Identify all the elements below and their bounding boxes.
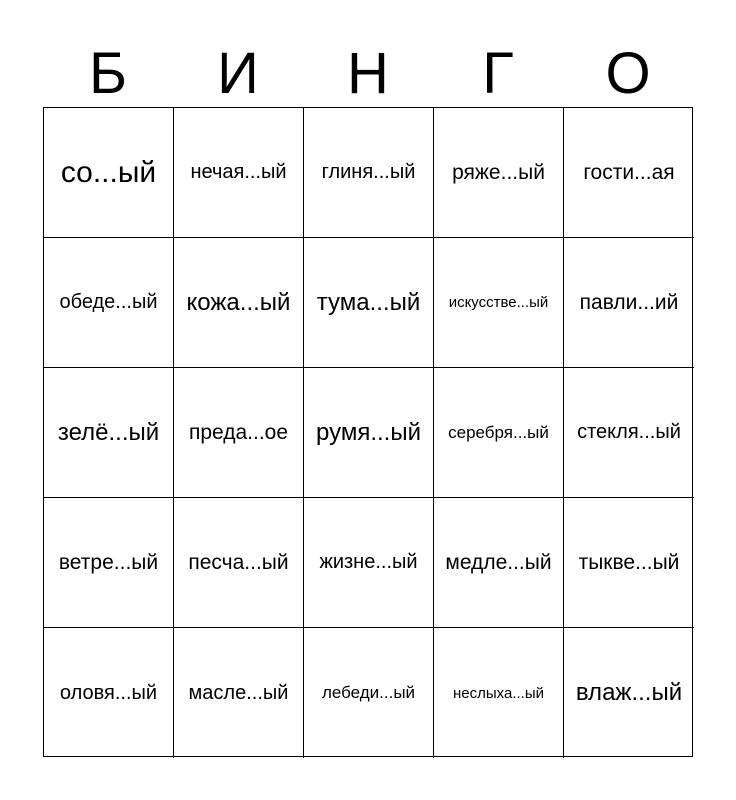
bingo-cell[interactable]: песча...ый [174, 498, 304, 628]
bingo-cell[interactable]: искусстве...ый [434, 238, 564, 368]
bingo-cell[interactable]: влаж...ый [575, 679, 683, 706]
bingo-cell[interactable]: ряже...ый [434, 108, 564, 238]
header-letter-b: Б [88, 41, 128, 106]
bingo-cell[interactable]: неслыха...ый [434, 628, 564, 758]
bingo-cell[interactable]: преда...ое [174, 368, 304, 498]
bingo-cell[interactable]: зелё...ый [44, 368, 174, 498]
bingo-cell[interactable]: нечая...ый [174, 108, 304, 238]
bingo-cell[interactable]: тыкве...ый [564, 498, 694, 628]
bingo-cell[interactable]: обеде...ый [44, 238, 174, 368]
bingo-cell[interactable]: глиня...ый [304, 108, 434, 238]
bingo-cell[interactable]: серебря...ый [434, 368, 564, 498]
bingo-cell[interactable]: масле...ый [174, 628, 304, 758]
bingo-cell[interactable]: стекля...ый [564, 368, 694, 498]
bingo-header [43, 40, 693, 108]
header-letter-n: Н [347, 41, 389, 106]
bingo-board [43, 107, 693, 757]
bingo-cell[interactable]: тума...ый [304, 238, 434, 368]
bingo-cell[interactable]: медле...ый [434, 498, 564, 628]
bingo-cell[interactable]: румя...ый [304, 368, 434, 498]
header-letter-o: О [605, 41, 651, 106]
bingo-cell[interactable]: гости...ая [564, 108, 694, 238]
bingo-cell[interactable]: оловя...ый [44, 628, 174, 758]
header-letter-g: Г [482, 41, 514, 106]
header-letter-i: И [217, 41, 259, 106]
bingo-cell[interactable]: ветре...ый [44, 498, 174, 628]
bingo-cell[interactable]: кожа...ый [174, 238, 304, 368]
bingo-cell[interactable]: со...ый [44, 108, 174, 238]
bingo-cell[interactable]: жизне...ый [304, 498, 434, 628]
bingo-cell[interactable]: лебеди...ый [304, 628, 434, 758]
bingo-cell[interactable]: павли...ий [564, 238, 694, 368]
